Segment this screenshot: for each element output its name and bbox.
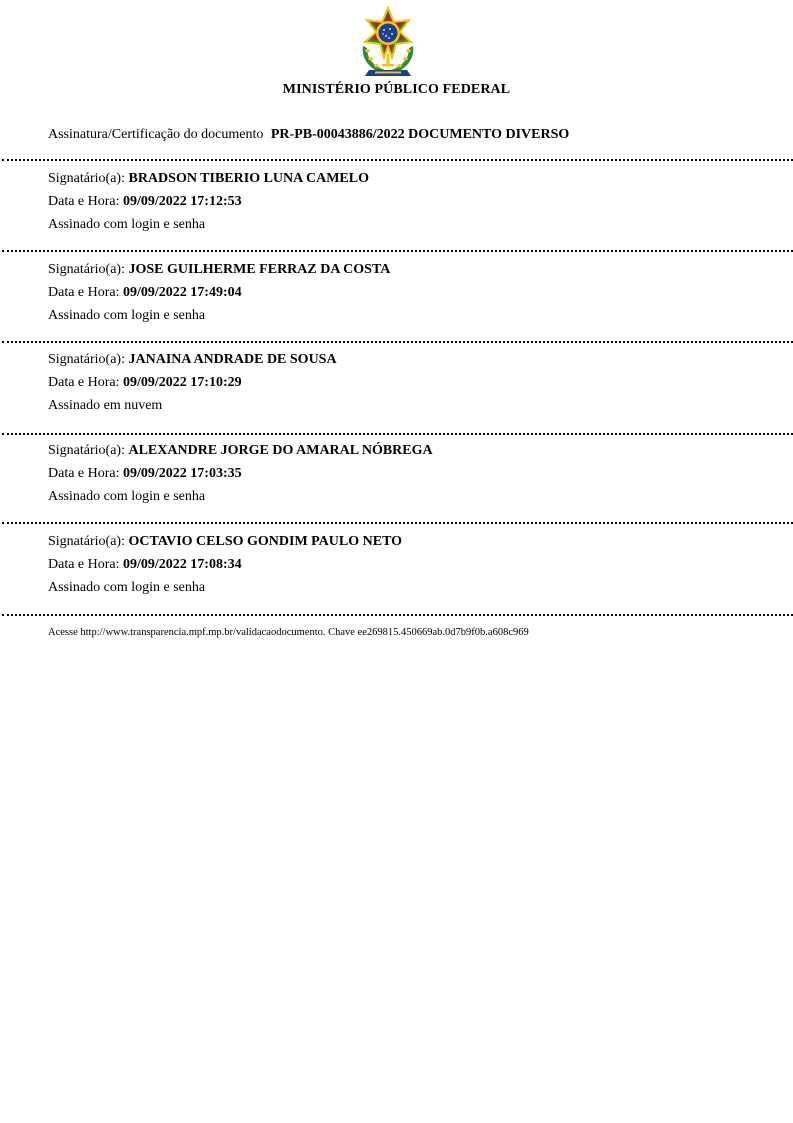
dotted-separator — [2, 522, 793, 524]
signatory-row — [48, 439, 788, 462]
validation-footer: Acesse http://www.transparencia.mpf.mp.br/validacaodocumento. Chave ee269815.450669ab.0d7b9f0b.a608c969 — [48, 627, 529, 638]
signatory-row — [48, 530, 788, 553]
organization-title: MINISTÉRIO PÚBLICO FEDERAL — [282, 82, 511, 97]
signatory-row — [48, 258, 788, 281]
signature-entry — [48, 167, 788, 236]
signature-datetime: 09/09/2022 17:10:29 — [123, 375, 242, 390]
signatory-row — [48, 167, 788, 190]
datetime-row — [48, 190, 788, 213]
signatory-row — [48, 348, 788, 371]
signature-method: Assinado com login e senha — [48, 489, 206, 504]
document-certification-line — [48, 127, 569, 143]
datetime-row — [48, 281, 788, 304]
signature-datetime: 09/09/2022 17:08:34 — [123, 557, 242, 572]
datetime-label: Data e Hora: — [48, 557, 120, 572]
datetime-row — [48, 371, 788, 394]
signatory-label: Signatário(a): — [48, 171, 125, 186]
signatory-label: Signatário(a): — [48, 443, 125, 458]
datetime-label: Data e Hora: — [48, 375, 120, 390]
signatory-name: BRADSON TIBERIO LUNA CAMELO — [128, 171, 369, 186]
signature-entry — [48, 439, 788, 508]
datetime-row — [48, 553, 788, 576]
signature-entry — [48, 258, 788, 327]
dotted-separator — [2, 433, 793, 435]
datetime-label: Data e Hora: — [48, 466, 120, 481]
document-id: PR-PB-00043886/2022 DOCUMENTO DIVERSO — [270, 127, 570, 142]
datetime-row — [48, 462, 788, 485]
dotted-separator — [2, 341, 793, 343]
signatory-label: Signatário(a): — [48, 534, 125, 549]
signature-method: Assinado com login e senha — [48, 217, 206, 232]
signatory-name: JANAINA ANDRADE DE SOUSA — [128, 352, 337, 367]
signatory-name: ALEXANDRE JORGE DO AMARAL NÓBREGA — [128, 443, 433, 458]
signature-entry — [48, 530, 788, 599]
signatory-name: JOSE GUILHERME FERRAZ DA COSTA — [128, 262, 391, 277]
signature-datetime: 09/09/2022 17:03:35 — [123, 466, 242, 481]
document-certification-prefix: Assinatura/Certificação do documento — [48, 127, 264, 142]
dotted-separator — [2, 614, 793, 616]
signature-method: Assinado com login e senha — [48, 308, 206, 323]
signature-datetime: 09/09/2022 17:12:53 — [123, 194, 242, 209]
signature-method: Assinado com login e senha — [48, 580, 206, 595]
datetime-label: Data e Hora: — [48, 194, 120, 209]
datetime-label: Data e Hora: — [48, 285, 120, 300]
signatory-name: OCTAVIO CELSO GONDIM PAULO NETO — [128, 534, 403, 549]
dotted-separator — [2, 159, 793, 161]
brazil-coat-of-arms-icon — [355, 6, 421, 80]
signature-datetime: 09/09/2022 17:49:04 — [123, 285, 242, 300]
signatory-label: Signatário(a): — [48, 352, 125, 367]
signatory-label: Signatário(a): — [48, 262, 125, 277]
signature-entry — [48, 348, 788, 417]
signature-method: Assinado em nuvem — [48, 398, 163, 413]
dotted-separator — [2, 250, 793, 252]
